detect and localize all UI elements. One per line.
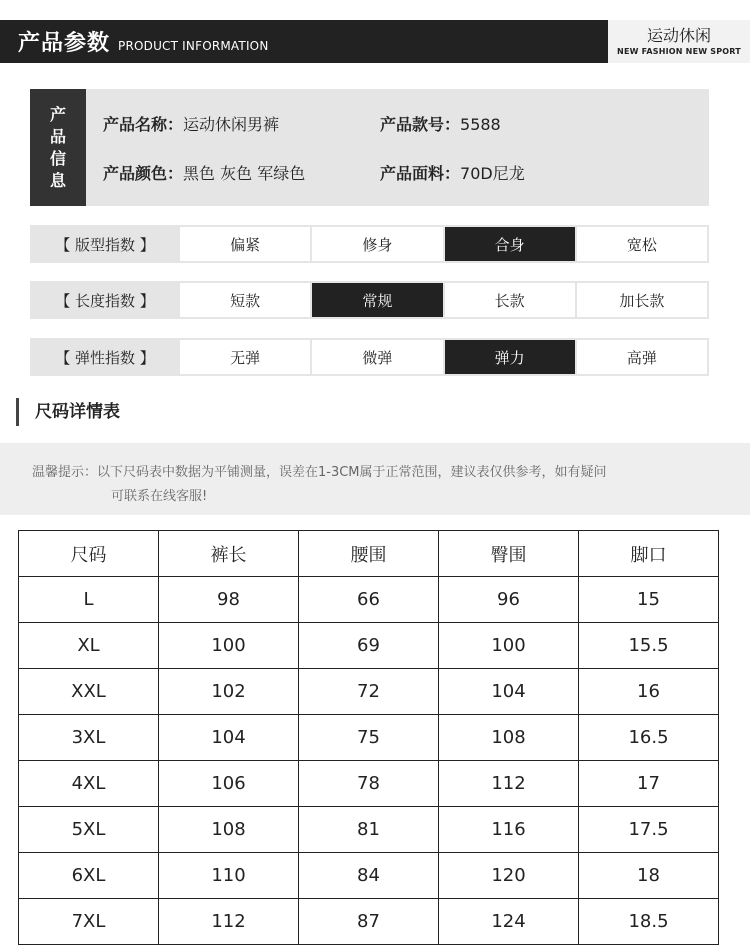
table-cell: 120: [439, 853, 579, 899]
table-row: [19, 715, 719, 761]
product-fabric-value: 70D尼龙: [460, 164, 525, 183]
table-cell: L: [19, 577, 159, 623]
length-option: 加长款: [577, 283, 707, 317]
table-cell: 7XL: [19, 899, 159, 945]
table-header-cell: 腰围: [299, 531, 439, 577]
table-cell: 96: [439, 577, 579, 623]
table-cell: 100: [439, 623, 579, 669]
product-model: [380, 112, 501, 135]
product-name: [103, 112, 279, 135]
info-label-char: 息: [49, 170, 66, 190]
header-badge: [608, 20, 750, 63]
length-option: 短款: [180, 283, 310, 317]
length-option: 长款: [445, 283, 575, 317]
elasticity-index-label: 【 弹性指数 】: [55, 348, 155, 367]
elasticity-index-row: [30, 338, 709, 376]
table-cell: 16: [579, 669, 719, 715]
table-cell: 124: [439, 899, 579, 945]
length-option: 常规: [312, 283, 442, 317]
notice-line-1: 温馨提示：以下尺码表中数据为平铺测量，误差在1-3CM属于正常范围，建议表仅供参考，如有疑问: [32, 465, 607, 480]
table-cell: 100: [159, 623, 299, 669]
info-label-char: 品: [49, 126, 66, 146]
fit-option: 宽松: [577, 227, 707, 261]
fit-index-label: 【 版型指数 】: [55, 235, 155, 254]
elasticity-option: 弹力: [445, 340, 575, 374]
table-cell: 108: [439, 715, 579, 761]
info-label-char: 产: [49, 104, 66, 124]
table-row: [19, 899, 719, 945]
table-cell: 72: [299, 669, 439, 715]
table-row: [19, 669, 719, 715]
header-subtitle: PRODUCT INFORMATION: [118, 38, 269, 53]
table-cell: 112: [439, 761, 579, 807]
table-row: [19, 761, 719, 807]
table-row: [19, 577, 719, 623]
product-model-key: 产品款号：: [380, 115, 461, 134]
table-cell: 16.5: [579, 715, 719, 761]
table-cell: 15: [579, 577, 719, 623]
info-label-char: 信: [49, 148, 66, 168]
size-table: [18, 530, 719, 945]
fit-index-row: [30, 225, 709, 263]
table-cell: 18.5: [579, 899, 719, 945]
table-row: [19, 853, 719, 899]
table-cell: 3XL: [19, 715, 159, 761]
table-header-cell: 裤长: [159, 531, 299, 577]
table-cell: 108: [159, 807, 299, 853]
product-info-panel: [30, 89, 709, 206]
table-cell: 102: [159, 669, 299, 715]
elasticity-option: 无弹: [180, 340, 310, 374]
product-name-value: 运动休闲男裤: [183, 115, 280, 134]
fit-option: 偏紧: [180, 227, 310, 261]
table-header-cell: 臀围: [439, 531, 579, 577]
table-cell: 17.5: [579, 807, 719, 853]
table-header-cell: 尺码: [19, 531, 159, 577]
fit-option: 合身: [445, 227, 575, 261]
table-header-row: [19, 531, 719, 577]
product-model-value: 5588: [460, 115, 501, 134]
table-row: [19, 623, 719, 669]
header-badge-title: 运动休闲: [646, 26, 711, 45]
header-bar: [0, 20, 608, 63]
table-cell: 116: [439, 807, 579, 853]
table-cell: 6XL: [19, 853, 159, 899]
table-cell: 15.5: [579, 623, 719, 669]
table-cell: 18: [579, 853, 719, 899]
elasticity-option: 高弹: [577, 340, 707, 374]
length-index-row: [30, 281, 709, 319]
product-name-key: 产品名称：: [103, 115, 184, 134]
table-header-cell: 脚口: [579, 531, 719, 577]
table-cell: 104: [159, 715, 299, 761]
product-color: [103, 161, 305, 184]
length-index-label: 【 长度指数 】: [55, 291, 155, 310]
table-cell: 84: [299, 853, 439, 899]
header-title: 产品参数: [18, 31, 111, 56]
table-cell: 87: [299, 899, 439, 945]
header: [0, 20, 750, 63]
table-cell: 98: [159, 577, 299, 623]
product-color-key: 产品颜色：: [103, 164, 184, 183]
table-cell: 75: [299, 715, 439, 761]
fit-option: 修身: [312, 227, 442, 261]
table-cell: 5XL: [19, 807, 159, 853]
table-cell: 112: [159, 899, 299, 945]
table-cell: XL: [19, 623, 159, 669]
product-info-label: [30, 89, 86, 206]
table-cell: 110: [159, 853, 299, 899]
table-cell: 66: [299, 577, 439, 623]
table-cell: 81: [299, 807, 439, 853]
elasticity-option: 微弹: [312, 340, 442, 374]
table-cell: 4XL: [19, 761, 159, 807]
product-fabric: [380, 161, 525, 184]
notice-box: [0, 443, 750, 515]
product-color-value: 黑色 灰色 军绿色: [183, 164, 306, 183]
table-cell: XXL: [19, 669, 159, 715]
table-cell: 106: [159, 761, 299, 807]
product-fabric-key: 产品面料：: [380, 164, 461, 183]
table-cell: 104: [439, 669, 579, 715]
header-badge-subtitle: NEW FASHION NEW SPORT: [617, 47, 741, 56]
table-cell: 17: [579, 761, 719, 807]
table-cell: 78: [299, 761, 439, 807]
size-chart-title: 尺码详情表: [16, 398, 120, 426]
table-cell: 69: [299, 623, 439, 669]
notice-line-2: 可联系在线客服!: [111, 489, 208, 504]
table-row: [19, 807, 719, 853]
